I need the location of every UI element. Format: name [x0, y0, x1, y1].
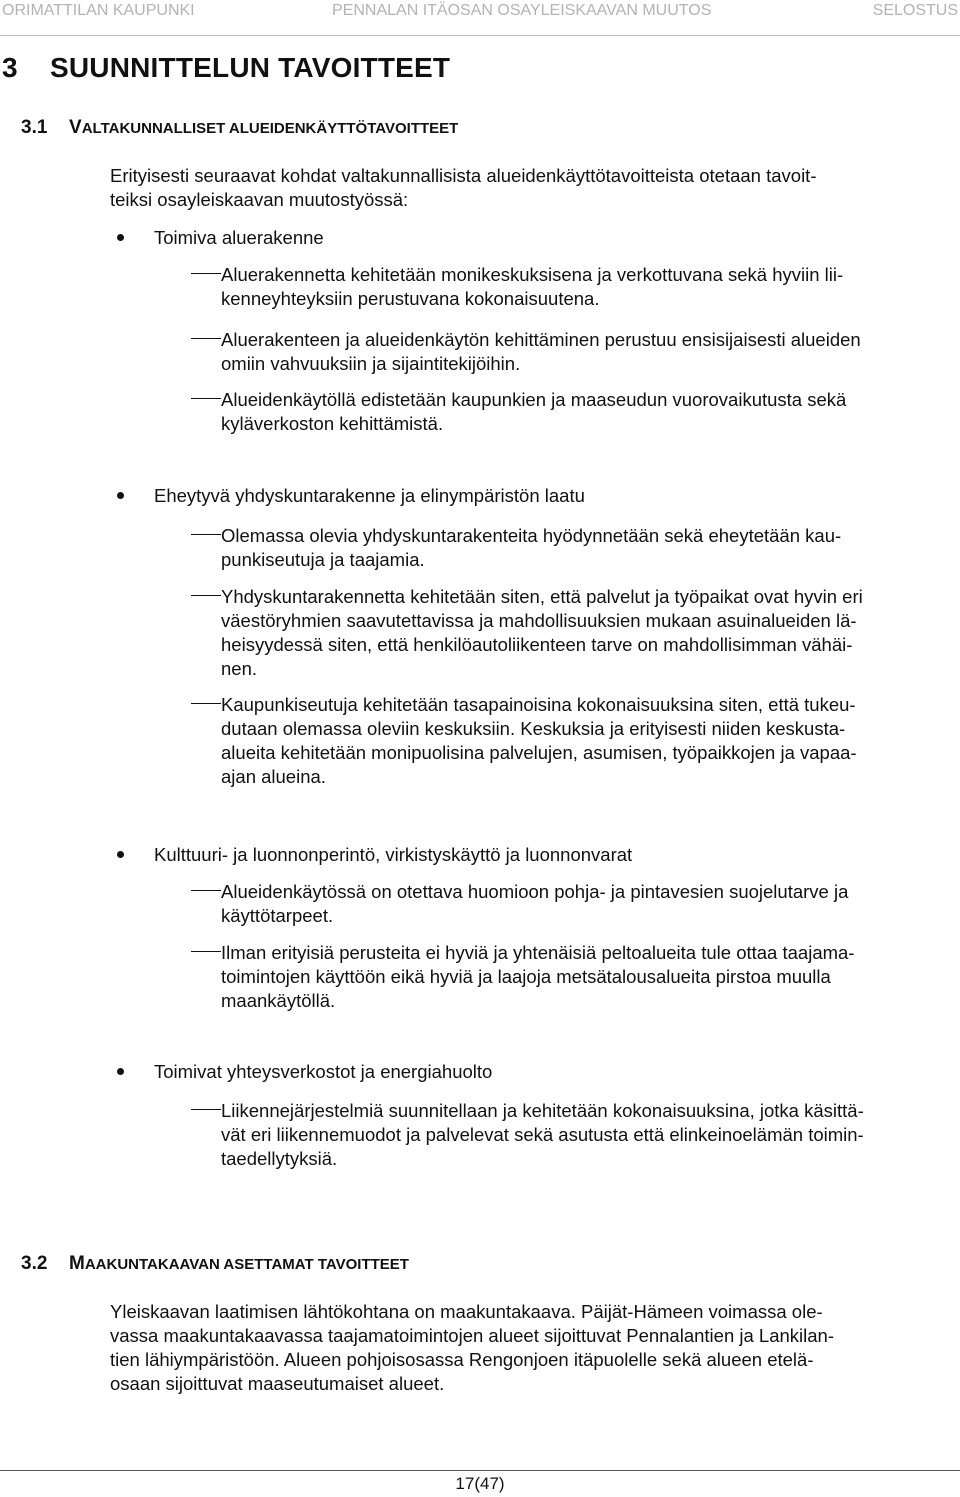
page-number: 17(47)	[455, 1474, 505, 1493]
dash-icon	[191, 398, 221, 399]
bullet-title: Eheytyvä yhdyskuntarakenne ja elinympäristön laatu	[154, 485, 585, 506]
item-line: punkiseutuja ja taajamia.	[221, 549, 425, 570]
header-document-title: PENNALAN ITÄOSAN OSAYLEISKAAVAN MUUTOS	[332, 2, 712, 19]
bullet-item	[221, 524, 841, 572]
item-line: kyläverkoston kehittämistä.	[221, 413, 444, 434]
bullet-item	[221, 880, 848, 928]
bullet-item	[221, 941, 854, 1013]
item-line: vät eri liikennemuodot ja palvelevat sekä asutusta että elinkeinoelämän toimin-	[221, 1124, 864, 1145]
item-line: Kaupunkiseutuja kehitetään tasapainoisina kokonaisuuksina siten, että tukeu-	[221, 694, 856, 715]
item-line: ajan alueina.	[221, 766, 326, 787]
item-line: Aluerakenteen ja alueidenkäytön kehittäminen perustuu ensisijaisesti alueiden	[221, 329, 861, 350]
item-line: toimintojen käyttöön eikä hyviä ja laajoja metsätalousalueita pirstoa muulla	[221, 966, 831, 987]
bullet-dot-icon	[117, 234, 124, 241]
item-line: nen.	[221, 658, 258, 679]
section-number: 3.1	[21, 117, 48, 138]
bullet-item	[221, 388, 846, 436]
item-line: Alueidenkäytössä on otettava huomioon pohja- ja pintavesien suojelutarve ja	[221, 881, 849, 902]
item-line: Liikennejärjestelmiä suunnitellaan ja kehitetään kokonaisuuksina, jotka käsittä-	[221, 1100, 864, 1121]
paragraph-line: teiksi osayleiskaavan muutostyössä:	[110, 189, 409, 210]
bullet-item	[221, 693, 857, 789]
bullet-title: Kulttuuri- ja luonnonperintö, virkistyskäyttö ja luonnonvarat	[154, 844, 633, 865]
chapter-title: SUUNNITTELUN TAVOITTEET	[50, 52, 451, 83]
section-paragraph	[110, 1300, 834, 1396]
dash-icon	[191, 890, 221, 891]
dash-icon	[191, 338, 221, 339]
header-organization: ORIMATTILAN KAUPUNKI	[2, 2, 195, 19]
bullet-item	[221, 263, 843, 311]
paragraph-line: tien lähiympäristöön. Alueen pohjoisosassa Rengonjoen itäpuolelle sekä alueen etelä-	[110, 1349, 814, 1370]
section-title-rest: AAKUNTAKAAVAN ASETTAMAT TAVOITTEET	[84, 1256, 409, 1273]
chapter-number: 3	[2, 52, 18, 83]
item-line: käyttötarpeet.	[221, 905, 334, 926]
paragraph-line: osaan sijoittuvat maaseutumaiset alueet.	[110, 1373, 445, 1394]
item-line: Olemassa olevia yhdyskuntarakenteita hyödynnetään sekä eheytetään kau-	[221, 525, 842, 546]
bullet-item	[221, 585, 863, 681]
item-line: alueita kehitetään monipuolisina palvelujen, asumisen, työpaikkojen ja vapaa-	[221, 742, 857, 763]
section-number: 3.2	[21, 1253, 48, 1274]
item-line: Yhdyskuntarakennetta kehitetään siten, että palvelut ja työpaikat ovat hyvin eri	[221, 586, 863, 607]
paragraph-line: Erityisesti seuraavat kohdat valtakunnallisista alueidenkäyttötavoitteista otetaan tavoit-	[110, 165, 817, 186]
item-line: Alueidenkäytöllä edistetään kaupunkien ja maaseudun vuorovaikutusta sekä	[221, 389, 847, 410]
bullet-item	[221, 328, 861, 376]
item-line: heisyydessä siten, että henkilöautoliikenteen tarve on mahdollisimman vähäi-	[221, 634, 853, 655]
section-heading-3-1	[21, 117, 458, 139]
item-line: dutaan olemassa oleviin keskuksiin. Keskuksia ja erityisesti niiden keskusta-	[221, 718, 846, 739]
page-header	[0, 0, 960, 26]
section-title-initial: V	[69, 117, 82, 138]
dash-icon	[191, 1109, 221, 1110]
section-title-rest: ALTAKUNNALLISET ALUEIDENKÄYTTÖTAVOITTEET	[81, 120, 459, 137]
item-line: taedellytyksiä.	[221, 1148, 338, 1169]
item-line: Ilman erityisiä perusteita ei hyviä ja yhtenäisiä peltoalueita tule ottaa taajama-	[221, 942, 855, 963]
dash-icon	[191, 703, 221, 704]
dash-icon	[191, 273, 221, 274]
intro-paragraph	[110, 164, 816, 212]
bullet-dot-icon	[117, 1068, 124, 1075]
bullet-dot-icon	[117, 851, 124, 858]
bullet-item	[221, 1099, 864, 1171]
item-line: väestöryhmien saavutettavissa ja mahdollisuuksien mukaan asuinalueiden lä-	[221, 610, 857, 631]
footer-divider	[0, 1470, 960, 1471]
paragraph-line: vassa maakuntakaavassa taajamatoimintojen alueet sijoittuvat Pennalantien ja Lankilan-	[110, 1325, 834, 1346]
item-line: omiin vahvuuksiin ja sijaintitekijöihin.	[221, 353, 521, 374]
dash-icon	[191, 595, 221, 596]
dash-icon	[191, 951, 221, 952]
header-document-type: SELOSTUS	[872, 2, 958, 19]
header-divider	[0, 35, 960, 36]
section-title-initial: M	[69, 1253, 85, 1274]
dash-icon	[191, 534, 221, 535]
paragraph-line: Yleiskaavan laatimisen lähtökohtana on maakuntakaava. Päijät-Hämeen voimassa ole-	[110, 1301, 823, 1322]
item-line: Aluerakennetta kehitetään monikeskuksisena ja verkottuvana sekä hyviin lii-	[221, 264, 844, 285]
item-line: kenneyhteyksiin perustuvana kokonaisuutena.	[221, 288, 600, 309]
section-heading-3-2	[21, 1253, 409, 1275]
chapter-heading	[2, 52, 450, 84]
bullet-title: Toimiva aluerakenne	[154, 227, 324, 248]
bullet-dot-icon	[117, 492, 124, 499]
bullet-title: Toimivat yhteysverkostot ja energiahuolto	[154, 1061, 493, 1082]
item-line: maankäytöllä.	[221, 990, 336, 1011]
